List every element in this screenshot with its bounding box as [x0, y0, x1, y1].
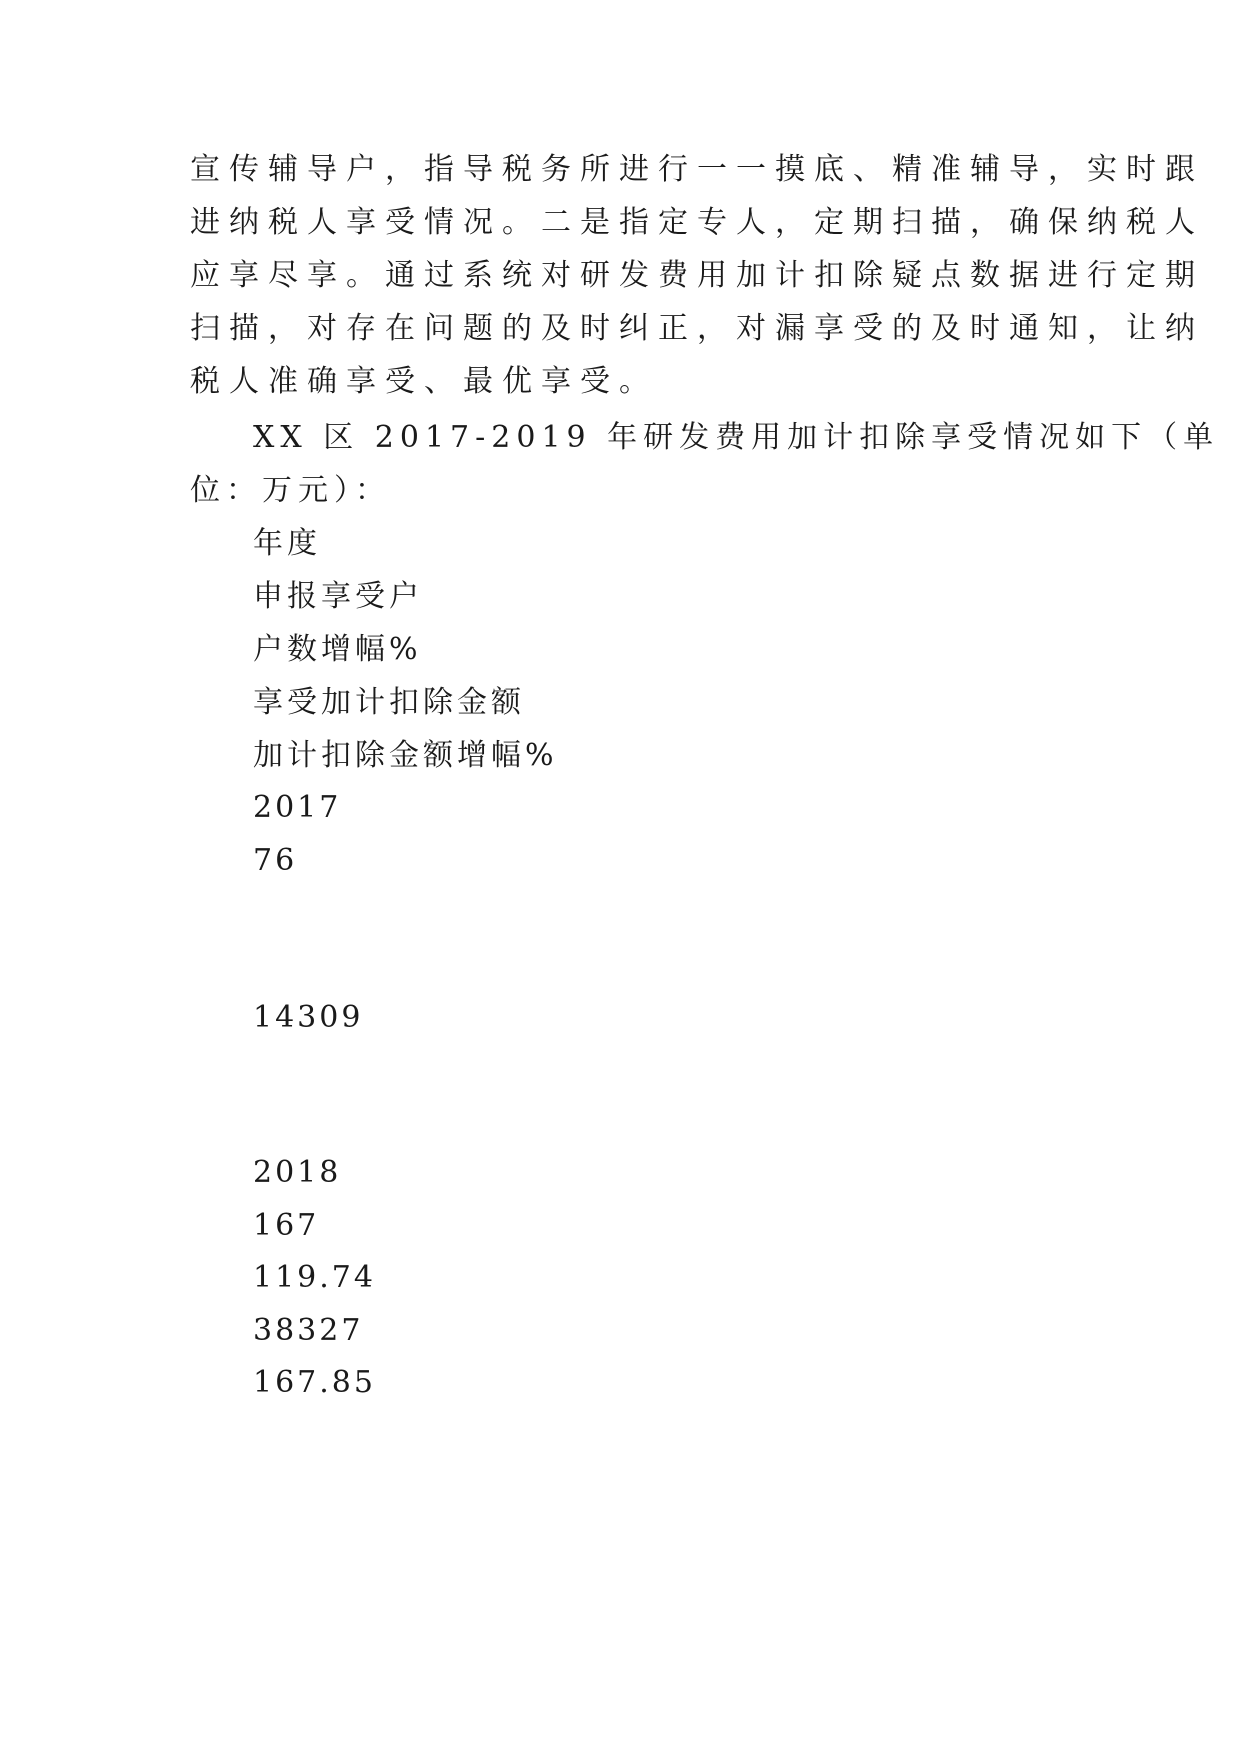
table-header-household-growth: 户数增幅% — [253, 632, 422, 667]
body-line-1: 宣传辅导户，指导税务所进行一一摸底、精准辅导，实时跟 — [190, 152, 1204, 187]
table-cell-amount: 14309 — [253, 1000, 364, 1035]
table-cell-amount-growth: 167.85 — [253, 1365, 376, 1400]
body-line-3: 应享尽享。通过系统对研发费用加计扣除疑点数据进行定期 — [190, 258, 1204, 293]
table-caption-line-2: 位：万元）： — [190, 473, 391, 508]
body-line-4: 扫描，对存在问题的及时纠正，对漏享受的及时通知，让纳 — [190, 311, 1204, 346]
table-cell-year: 2017 — [253, 790, 342, 825]
table-cell-year: 2018 — [253, 1155, 342, 1190]
table-caption-line-1: XX 区 2017-2019 年研发费用加计扣除享受情况如下（单 — [253, 420, 1220, 455]
table-cell-households: 167 — [253, 1208, 320, 1243]
body-line-5: 税人准确享受、最优享受。 — [190, 364, 658, 399]
body-line-2: 进纳税人享受情况。二是指定专人，定期扫描，确保纳税人 — [190, 205, 1204, 240]
table-header-households: 申报享受户 — [253, 579, 423, 614]
table-header-year: 年度 — [253, 526, 321, 561]
table-header-amount: 享受加计扣除金额 — [253, 685, 525, 720]
table-header-amount-growth: 加计扣除金额增幅% — [253, 738, 558, 773]
table-cell-household-growth: 119.74 — [253, 1260, 376, 1295]
table-cell-amount: 38327 — [253, 1313, 364, 1348]
table-cell-households: 76 — [253, 843, 298, 878]
